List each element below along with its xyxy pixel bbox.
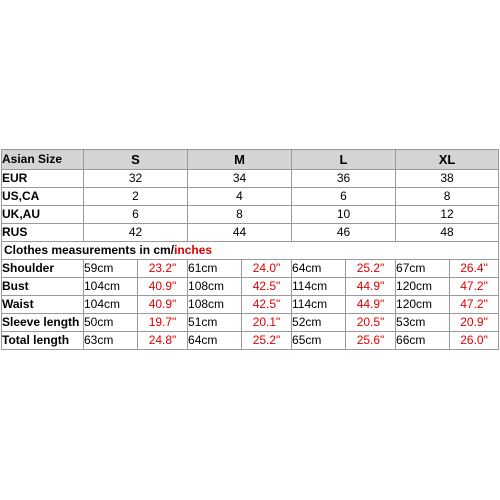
cm-cell: 108cm — [188, 296, 242, 314]
size-s-header: S — [84, 150, 188, 170]
cm-cell: 114cm — [292, 278, 346, 296]
cm-cell: 52cm — [292, 314, 346, 332]
conversion-row-eur — [2, 170, 499, 188]
inch-cell: 47.2" — [450, 296, 499, 314]
cm-cell: 63cm — [84, 332, 138, 350]
row-label: Bust — [2, 278, 84, 296]
table-cell: 6 — [84, 206, 188, 224]
inch-cell: 20.1" — [242, 314, 292, 332]
cm-cell: 59cm — [84, 260, 138, 278]
measurement-row-waist — [2, 296, 499, 314]
inch-cell: 24.0" — [242, 260, 292, 278]
inch-cell: 26.4" — [450, 260, 499, 278]
row-label: EUR — [2, 170, 84, 188]
cm-cell: 50cm — [84, 314, 138, 332]
section-heading-prefix: Clothes measurements in cm/ — [4, 243, 175, 257]
cm-cell: 108cm — [188, 278, 242, 296]
cm-cell: 120cm — [396, 278, 450, 296]
size-xl-header: XL — [396, 150, 499, 170]
inch-cell: 42.5" — [242, 296, 292, 314]
table-cell: 6 — [292, 188, 396, 206]
measurement-row-shoulder — [2, 260, 499, 278]
row-label: RUS — [2, 224, 84, 242]
cm-cell: 53cm — [396, 314, 450, 332]
table-cell: 8 — [188, 206, 292, 224]
inch-cell: 20.5" — [346, 314, 396, 332]
inch-cell: 44.9" — [346, 278, 396, 296]
row-label: Total length — [2, 332, 84, 350]
inch-cell: 26.0" — [450, 332, 499, 350]
table-cell: 4 — [188, 188, 292, 206]
cm-cell: 104cm — [84, 296, 138, 314]
measurement-row-sleeve-length — [2, 314, 499, 332]
row-label: Shoulder — [2, 260, 84, 278]
inch-cell: 47.2" — [450, 278, 499, 296]
table-cell: 42 — [84, 224, 188, 242]
measurement-row-bust — [2, 278, 499, 296]
table-cell: 44 — [188, 224, 292, 242]
table-cell: 38 — [396, 170, 499, 188]
header-label: Asian Size — [2, 150, 84, 170]
section-heading-highlight: inches — [174, 243, 213, 257]
cm-cell: 64cm — [292, 260, 346, 278]
row-label: UK,AU — [2, 206, 84, 224]
table-cell: 36 — [292, 170, 396, 188]
size-chart-table — [1, 149, 499, 350]
table-cell: 10 — [292, 206, 396, 224]
inch-cell: 19.7" — [138, 314, 188, 332]
inch-cell: 25.2" — [242, 332, 292, 350]
inch-cell: 40.9" — [138, 296, 188, 314]
row-label: Sleeve length — [2, 314, 84, 332]
row-label: US,CA — [2, 188, 84, 206]
table-cell: 34 — [188, 170, 292, 188]
measurement-row-total-length — [2, 332, 499, 350]
measurements-section-row — [2, 242, 499, 260]
conversion-row-uk-au — [2, 206, 499, 224]
cm-cell: 64cm — [188, 332, 242, 350]
conversion-row-us-ca — [2, 188, 499, 206]
inch-cell: 44.9" — [346, 296, 396, 314]
inch-cell: 20.9" — [450, 314, 499, 332]
inch-cell: 23.2" — [138, 260, 188, 278]
inch-cell: 40.9" — [138, 278, 188, 296]
cm-cell: 66cm — [396, 332, 450, 350]
inch-cell: 42.5" — [242, 278, 292, 296]
cm-cell: 51cm — [188, 314, 242, 332]
table-cell: 8 — [396, 188, 499, 206]
table-cell: 46 — [292, 224, 396, 242]
inch-cell: 25.2" — [346, 260, 396, 278]
inch-cell: 24.8" — [138, 332, 188, 350]
size-m-header: M — [188, 150, 292, 170]
cm-cell: 120cm — [396, 296, 450, 314]
cm-cell: 114cm — [292, 296, 346, 314]
inch-cell: 25.6" — [346, 332, 396, 350]
table-cell: 32 — [84, 170, 188, 188]
table-cell: 48 — [396, 224, 499, 242]
size-l-header: L — [292, 150, 396, 170]
size-header-row — [2, 150, 499, 170]
cm-cell: 104cm — [84, 278, 138, 296]
table-cell: 12 — [396, 206, 499, 224]
table-cell: 2 — [84, 188, 188, 206]
conversion-row-rus — [2, 224, 499, 242]
cm-cell: 65cm — [292, 332, 346, 350]
cm-cell: 67cm — [396, 260, 450, 278]
row-label: Waist — [2, 296, 84, 314]
section-heading — [2, 242, 499, 260]
cm-cell: 61cm — [188, 260, 242, 278]
